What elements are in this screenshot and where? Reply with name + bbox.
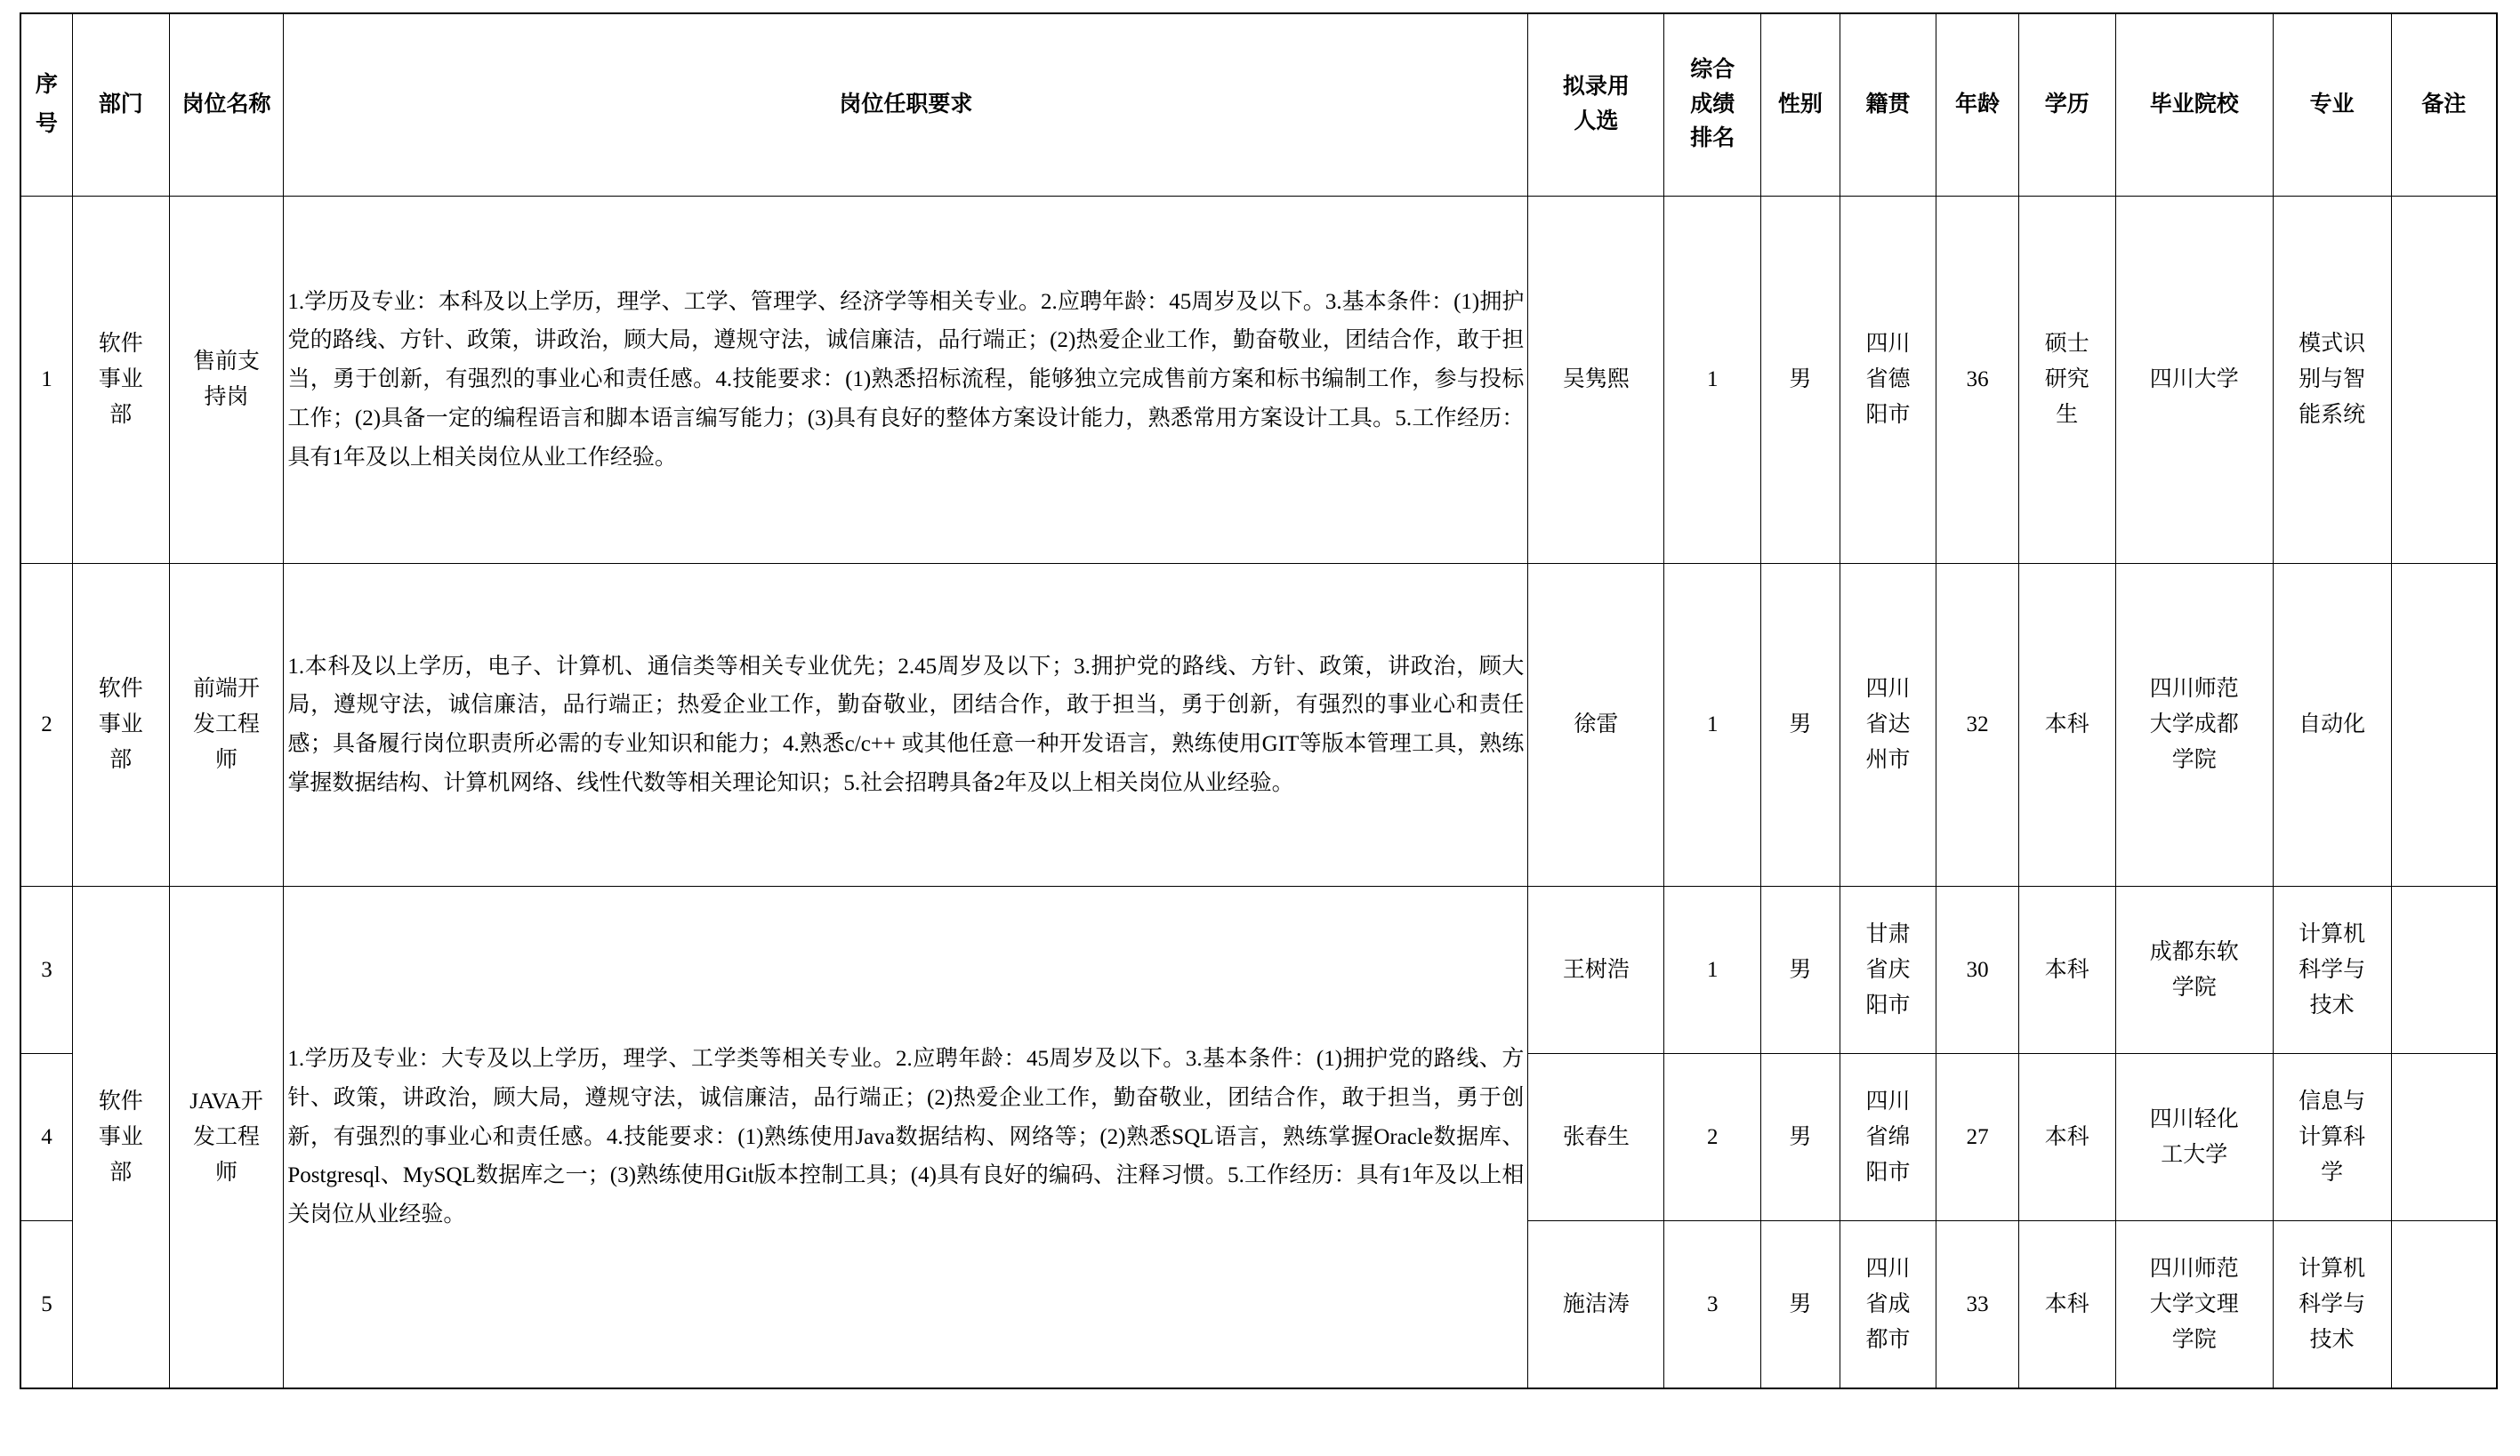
school-line: 工大学 bbox=[2161, 1142, 2228, 1167]
cell-origin bbox=[1840, 564, 1936, 887]
table-header-row bbox=[20, 13, 2497, 197]
school-line: 大学成都 bbox=[2149, 712, 2239, 736]
cell-seq: 4 bbox=[20, 1054, 72, 1221]
origin-line: 四川 bbox=[1865, 332, 1911, 356]
cell-age: 36 bbox=[1936, 197, 2019, 564]
column-header-post-name: 岗位名称 bbox=[169, 13, 284, 197]
major-line: 自动化 bbox=[2299, 712, 2366, 736]
column-header-department: 部门 bbox=[72, 13, 169, 197]
column-header-school: 毕业院校 bbox=[2115, 13, 2273, 197]
cell-school bbox=[2115, 197, 2273, 564]
cell-sex: 男 bbox=[1761, 887, 1840, 1054]
post-line: 发工程 bbox=[192, 712, 260, 736]
cell-major bbox=[2273, 887, 2391, 1054]
cell-sex: 男 bbox=[1761, 1221, 1840, 1389]
department-line: 软件 bbox=[98, 332, 143, 356]
cell-rank: 1 bbox=[1664, 564, 1761, 887]
major-line: 计算机 bbox=[2299, 921, 2366, 946]
post-line: 前端开 bbox=[192, 677, 260, 701]
major-line: 信息与 bbox=[2299, 1089, 2366, 1114]
column-header-seq: 序号 bbox=[20, 13, 72, 197]
cell-candidate: 张春生 bbox=[1528, 1054, 1664, 1221]
department-line: 软件 bbox=[98, 677, 143, 701]
column-header-education: 学历 bbox=[2018, 13, 2115, 197]
column-header-sex: 性别 bbox=[1761, 13, 1840, 197]
major-line: 科学与 bbox=[2299, 1291, 2366, 1316]
post-line: 师 bbox=[214, 748, 238, 772]
column-header-origin: 籍贯 bbox=[1840, 13, 1936, 197]
department-line: 事业 bbox=[98, 712, 143, 736]
table-row bbox=[20, 887, 2497, 1054]
school-line: 学院 bbox=[2171, 748, 2217, 772]
school-line: 四川师范 bbox=[2149, 1256, 2239, 1281]
cell-department bbox=[72, 564, 169, 887]
major-line: 技术 bbox=[2309, 1327, 2355, 1352]
cell-education bbox=[2018, 1221, 2115, 1389]
school-line: 四川轻化 bbox=[2149, 1106, 2239, 1131]
cell-post-name bbox=[169, 564, 284, 887]
education-line: 硕士 bbox=[2044, 332, 2089, 356]
cell-rank: 1 bbox=[1664, 887, 1761, 1054]
cell-origin bbox=[1840, 1221, 1936, 1389]
cell-post-name bbox=[169, 197, 284, 564]
origin-line: 省成 bbox=[1865, 1291, 1911, 1316]
education-line: 生 bbox=[2056, 403, 2079, 427]
origin-line: 四川 bbox=[1865, 1256, 1911, 1281]
education-line: 研究 bbox=[2044, 367, 2089, 391]
cell-note bbox=[2391, 1221, 2497, 1389]
requirements-text: 1.学历及专业：大专及以上学历，理学、工学类等相关专业。2.应聘年龄：45周岁及以下。3.基本条件：(1)拥护党的路线、方针、政策，讲政治，顾大局，遵规守法，诚信廉洁，品行端正；(2)热爱企业工作，勤奋敬业，团结合作，敢于担当，勇于创新，有强烈的事业心和责任感。4.技能要求：(1)熟练使用Java数据结构、网络等；(2)熟悉SQL语言，熟练掌握Oracle数据库、Postgresql、MySQL数据库之一；(3)熟练使用Git版本控制工具；(4)具有良好的编码、注释习惯。5.工作经历：具有1年及以上相关岗位从业经验。 bbox=[287, 1047, 1525, 1227]
education-line: 本科 bbox=[2044, 1124, 2089, 1149]
column-header-major: 专业 bbox=[2273, 13, 2391, 197]
table-row bbox=[20, 197, 2497, 564]
column-header-age: 年龄 bbox=[1936, 13, 2019, 197]
major-line: 计算机 bbox=[2299, 1256, 2366, 1281]
major-line: 科学与 bbox=[2299, 957, 2366, 982]
cell-note bbox=[2391, 564, 2497, 887]
post-line: 发工程 bbox=[192, 1124, 260, 1149]
cell-post-name bbox=[169, 887, 284, 1389]
cell-seq: 1 bbox=[20, 197, 72, 564]
column-header-candidate bbox=[1528, 13, 1664, 197]
education-line: 本科 bbox=[2044, 712, 2089, 736]
origin-line: 阳市 bbox=[1865, 993, 1911, 1018]
major-line: 模式识 bbox=[2299, 332, 2366, 356]
requirements-text: 1.本科及以上学历，电子、计算机、通信类等相关专业优先；2.45周岁及以下；3.拥护党的路线、方针、政策，讲政治，顾大局，遵规守法，诚信廉洁，品行端正；热爱企业工作，勤奋敬业，团结合作，敢于担当，勇于创新，有强烈的事业心和责任感；具备履行岗位职责所必需的专业知识和能力；4.熟悉c/c++ 或其他任意一种开发语言，熟练使用GIT等版本管理工具，熟练掌握数据结构、计算机网络、线性代数等相关理论知识；5.社会招聘具备2年及以上相关岗位从业经验。 bbox=[287, 654, 1525, 795]
cell-school bbox=[2115, 887, 2273, 1054]
origin-line: 甘肃 bbox=[1865, 921, 1911, 946]
cell-rank: 1 bbox=[1664, 197, 1761, 564]
origin-line: 都市 bbox=[1865, 1327, 1911, 1352]
origin-line: 省绵 bbox=[1865, 1124, 1911, 1149]
post-line: 售前支 bbox=[192, 350, 260, 374]
table-header bbox=[20, 13, 2497, 197]
origin-line: 州市 bbox=[1865, 748, 1911, 772]
cell-origin bbox=[1840, 887, 1936, 1054]
cell-note bbox=[2391, 887, 2497, 1054]
origin-line: 四川 bbox=[1865, 1089, 1911, 1114]
department-line: 部 bbox=[109, 1160, 133, 1185]
school-line: 成都东软 bbox=[2149, 939, 2239, 964]
department-line: 事业 bbox=[98, 1124, 143, 1149]
cell-sex: 男 bbox=[1761, 564, 1840, 887]
cell-rank: 2 bbox=[1664, 1054, 1761, 1221]
cell-candidate: 施洁涛 bbox=[1528, 1221, 1664, 1389]
column-header-rank bbox=[1664, 13, 1761, 197]
column-header-rank-line1: 综合 bbox=[1690, 57, 1735, 82]
cell-seq: 3 bbox=[20, 887, 72, 1054]
cell-note bbox=[2391, 1054, 2497, 1221]
major-line: 计算科 bbox=[2299, 1124, 2366, 1149]
column-header-candidate-line1: 拟录用 bbox=[1562, 75, 1630, 100]
recruitment-table bbox=[20, 12, 2498, 1389]
major-line: 别与智 bbox=[2299, 367, 2366, 391]
column-header-rank-line2: 成绩 bbox=[1690, 92, 1735, 117]
cell-requirements bbox=[284, 887, 1528, 1389]
school-line: 大学文理 bbox=[2149, 1291, 2239, 1316]
cell-rank: 3 bbox=[1664, 1221, 1761, 1389]
table-body bbox=[20, 197, 2497, 1389]
column-header-note: 备注 bbox=[2391, 13, 2497, 197]
cell-note bbox=[2391, 197, 2497, 564]
department-line: 事业 bbox=[98, 367, 143, 391]
cell-education bbox=[2018, 197, 2115, 564]
major-line: 能系统 bbox=[2299, 403, 2366, 427]
department-line: 部 bbox=[109, 403, 133, 427]
cell-age: 30 bbox=[1936, 887, 2019, 1054]
school-line: 四川大学 bbox=[2149, 367, 2239, 391]
cell-major bbox=[2273, 197, 2391, 564]
cell-requirements bbox=[284, 197, 1528, 564]
education-line: 本科 bbox=[2044, 957, 2089, 982]
origin-line: 四川 bbox=[1865, 677, 1911, 701]
cell-department bbox=[72, 197, 169, 564]
origin-line: 省达 bbox=[1865, 712, 1911, 736]
cell-education bbox=[2018, 564, 2115, 887]
cell-major bbox=[2273, 1221, 2391, 1389]
cell-seq: 5 bbox=[20, 1221, 72, 1389]
school-line: 四川师范 bbox=[2149, 677, 2239, 701]
department-line: 软件 bbox=[98, 1089, 143, 1114]
cell-school bbox=[2115, 1054, 2273, 1221]
post-line: JAVA开 bbox=[189, 1089, 263, 1114]
cell-department bbox=[72, 887, 169, 1389]
cell-major bbox=[2273, 1054, 2391, 1221]
origin-line: 省庆 bbox=[1865, 957, 1911, 982]
cell-requirements bbox=[284, 564, 1528, 887]
column-header-requirements: 岗位任职要求 bbox=[284, 13, 1528, 197]
major-line: 技术 bbox=[2309, 993, 2355, 1018]
school-line: 学院 bbox=[2171, 1327, 2217, 1352]
origin-line: 阳市 bbox=[1865, 1160, 1911, 1185]
major-line: 学 bbox=[2321, 1160, 2344, 1185]
cell-origin bbox=[1840, 1054, 1936, 1221]
post-line: 持岗 bbox=[204, 385, 249, 409]
cell-origin bbox=[1840, 197, 1936, 564]
origin-line: 阳市 bbox=[1865, 403, 1911, 427]
cell-candidate: 吴隽熙 bbox=[1528, 197, 1664, 564]
cell-school bbox=[2115, 1221, 2273, 1389]
cell-seq: 2 bbox=[20, 564, 72, 887]
table-row bbox=[20, 564, 2497, 887]
department-line: 部 bbox=[109, 748, 133, 772]
cell-age: 33 bbox=[1936, 1221, 2019, 1389]
requirements-text: 1.学历及专业：本科及以上学历，理学、工学、管理学、经济学等相关专业。2.应聘年龄：45周岁及以下。3.基本条件：(1)拥护党的路线、方针、政策，讲政治，顾大局，遵规守法，诚信廉洁，品行端正；(2)热爱企业工作，勤奋敬业，团结合作，敢于担当，勇于创新，有强烈的事业心和责任感。4.技能要求：(1)熟悉招标流程，能够独立完成售前方案和标书编制工作，参与投标工作；(2)具备一定的编程语言和脚本语言编写能力；(3)具有良好的整体方案设计能力，熟悉常用方案设计工具。5.工作经历：具有1年及以上相关岗位从业工作经验。 bbox=[287, 289, 1525, 470]
school-line: 学院 bbox=[2171, 975, 2217, 1000]
column-header-candidate-line2: 人选 bbox=[1574, 109, 1619, 133]
cell-school bbox=[2115, 564, 2273, 887]
cell-candidate: 徐雷 bbox=[1528, 564, 1664, 887]
column-header-rank-line3: 排名 bbox=[1690, 126, 1735, 151]
cell-age: 27 bbox=[1936, 1054, 2019, 1221]
cell-sex: 男 bbox=[1761, 197, 1840, 564]
cell-age: 32 bbox=[1936, 564, 2019, 887]
cell-education bbox=[2018, 887, 2115, 1054]
post-line: 师 bbox=[214, 1160, 238, 1185]
cell-candidate: 王树浩 bbox=[1528, 887, 1664, 1054]
education-line: 本科 bbox=[2044, 1291, 2089, 1316]
origin-line: 省德 bbox=[1865, 367, 1911, 391]
cell-sex: 男 bbox=[1761, 1054, 1840, 1221]
cell-education bbox=[2018, 1054, 2115, 1221]
cell-major bbox=[2273, 564, 2391, 887]
